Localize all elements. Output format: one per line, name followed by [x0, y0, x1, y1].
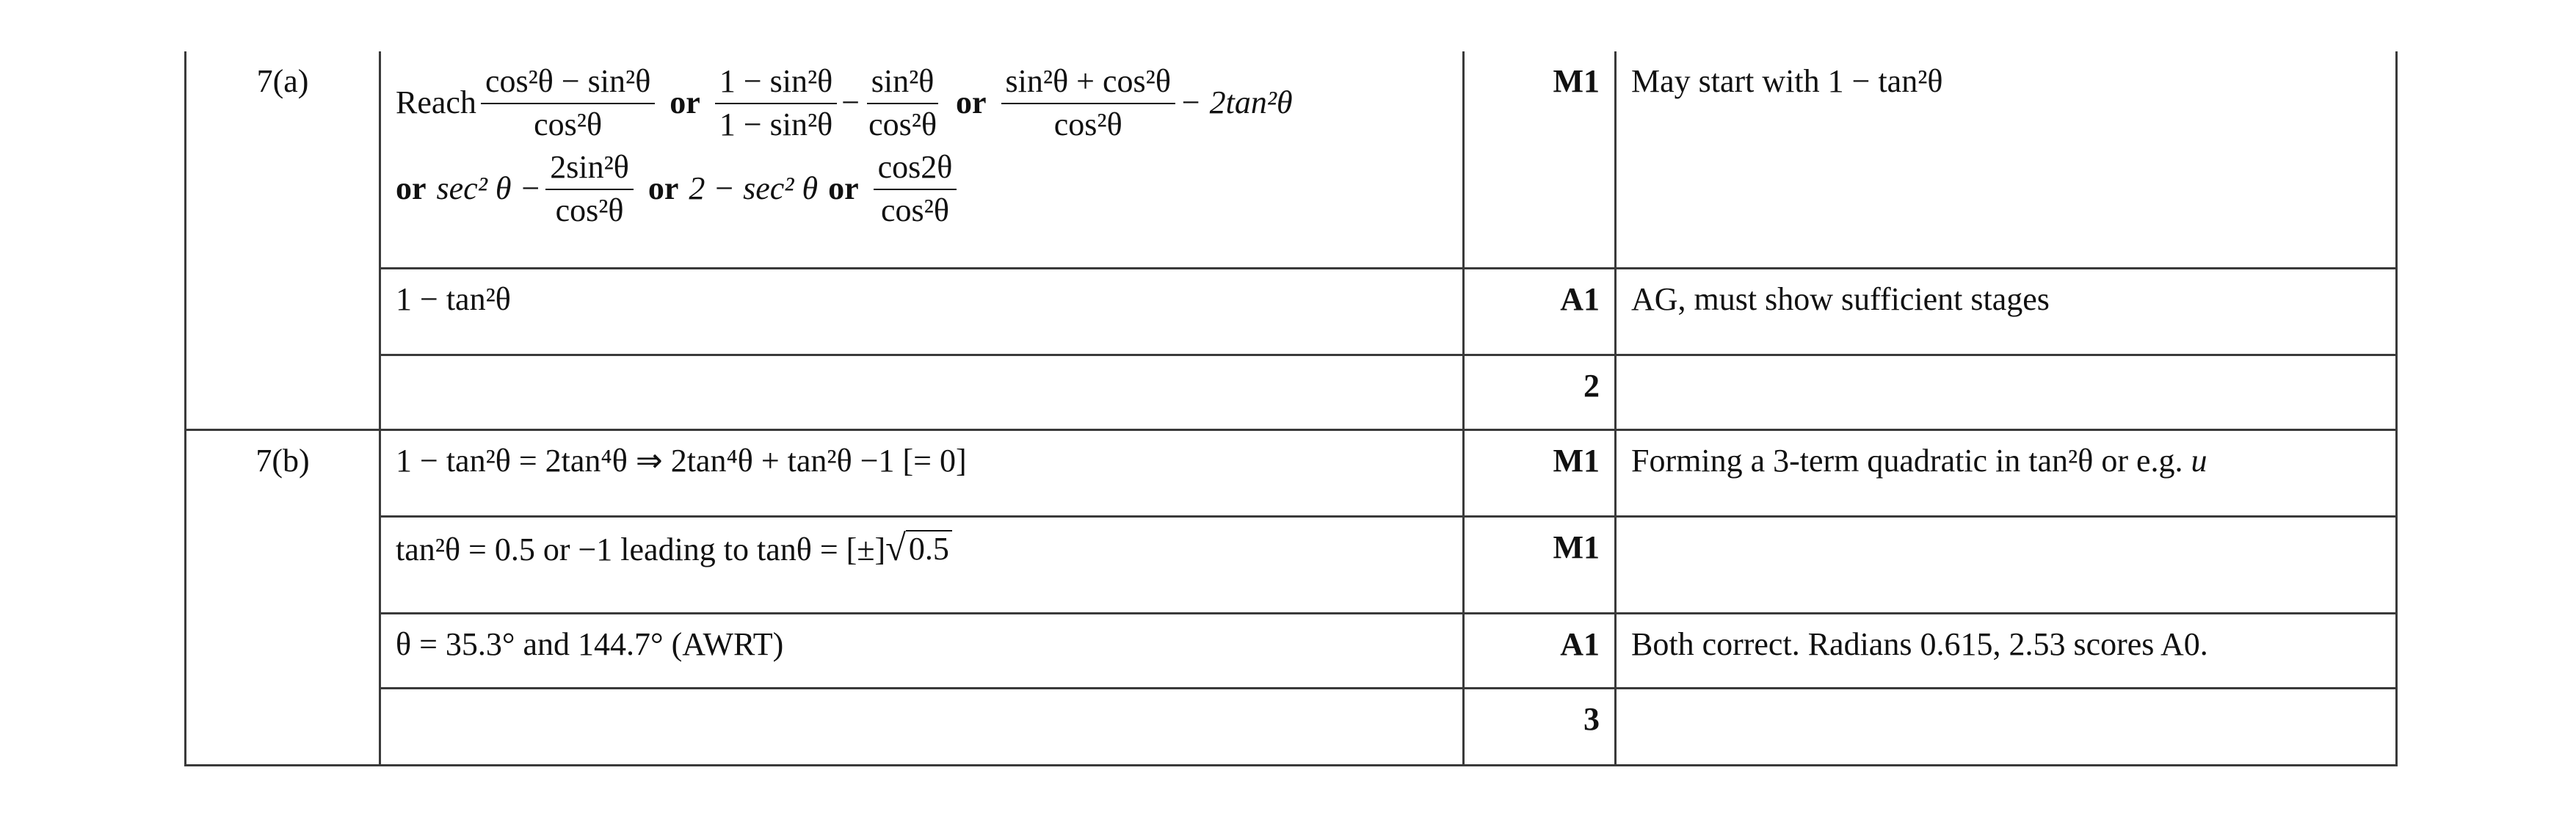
question-number: 7(b): [186, 429, 380, 765]
fraction-6: [874, 149, 957, 229]
radical-sign: √: [885, 526, 906, 568]
fraction-6-numerator: cos2θ: [874, 149, 957, 190]
or-keyword: or: [670, 84, 700, 121]
or-keyword: or: [828, 170, 859, 207]
question-number: 7(a): [186, 51, 380, 429]
sec-term: sec² θ −: [436, 170, 542, 207]
guidance-variable: u: [2191, 442, 2207, 479]
square-root: [885, 526, 952, 568]
mark-cell: M1: [1464, 516, 1616, 613]
fraction-5-denominator: cos²θ: [555, 192, 624, 228]
working-cell-empty: [380, 688, 1464, 765]
total-mark-cell: 3: [1464, 688, 1616, 765]
guidance-cell: [1616, 516, 2397, 613]
guidance-cell-empty: [1616, 688, 2397, 765]
fraction-4-denominator: cos²θ: [1053, 106, 1122, 142]
table-row: [186, 51, 2397, 268]
fraction-2-denominator: 1 − sin²θ: [719, 106, 833, 142]
mark-cell: M1: [1464, 429, 1616, 516]
fraction-1-denominator: cos²θ: [534, 106, 603, 142]
mark-cell: A1: [1464, 613, 1616, 688]
tan-tail-term: − 2tan²θ: [1179, 84, 1293, 121]
working-line-2: [396, 149, 1448, 229]
guidance-cell: AG, must show sufficient stages: [1616, 268, 2397, 355]
fraction-4-numerator: sin²θ + cos²θ: [1001, 63, 1175, 104]
working-cell: θ = 35.3° and 144.7° (AWRT): [380, 613, 1464, 688]
working-cell: [380, 516, 1464, 613]
working-text: tan²θ = 0.5 or −1 leading to tanθ = [±]: [396, 531, 886, 567]
fraction-2: [715, 63, 837, 143]
mark-cell: M1: [1464, 51, 1616, 268]
table-row: [186, 613, 2397, 688]
working-cell: 1 − tan²θ = 2tan⁴θ ⇒ 2tan⁴θ + tan²θ −1 [= 0]: [380, 429, 1464, 516]
table-row: [186, 429, 2397, 516]
table-row: [186, 516, 2397, 613]
fraction-1: [481, 63, 655, 143]
guidance-cell-empty: [1616, 355, 2397, 429]
radicand: 0.5: [906, 530, 952, 566]
fraction-5: [545, 149, 634, 229]
total-mark-cell: 2: [1464, 355, 1616, 429]
minus-sign: −: [841, 84, 860, 121]
table-row: [186, 355, 2397, 429]
guidance-cell: May start with 1 − tan²θ: [1616, 51, 2397, 268]
fraction-4: [1001, 63, 1175, 143]
fraction-3: [864, 63, 941, 143]
fraction-6-denominator: cos²θ: [881, 192, 949, 228]
guidance-cell: Both correct. Radians 0.615, 2.53 scores A0.: [1616, 613, 2397, 688]
fraction-1-numerator: cos²θ − sin²θ: [481, 63, 655, 104]
working-cell: [380, 51, 1464, 268]
table-row: [186, 688, 2397, 765]
guidance-text: Forming a 3-term quadratic in tan²θ or e.g.: [1631, 442, 2183, 479]
mark-scheme-table: [184, 51, 2398, 766]
or-keyword: or: [956, 84, 987, 121]
or-keyword: or: [396, 170, 427, 207]
working-cell: 1 − tan²θ: [380, 268, 1464, 355]
fraction-3-denominator: cos²θ: [868, 106, 937, 142]
working-line-1: [396, 63, 1448, 143]
mark-cell: A1: [1464, 268, 1616, 355]
two-minus-sec-term: 2 − sec² θ: [689, 170, 819, 207]
guidance-cell: [1616, 429, 2397, 516]
reach-text: Reach: [396, 84, 476, 121]
fraction-5-numerator: 2sin²θ: [545, 149, 634, 190]
fraction-3-numerator: sin²θ: [867, 63, 939, 104]
or-keyword: or: [647, 170, 679, 207]
working-cell-empty: [380, 355, 1464, 429]
table-row: [186, 268, 2397, 355]
fraction-2-numerator: 1 − sin²θ: [715, 63, 837, 104]
